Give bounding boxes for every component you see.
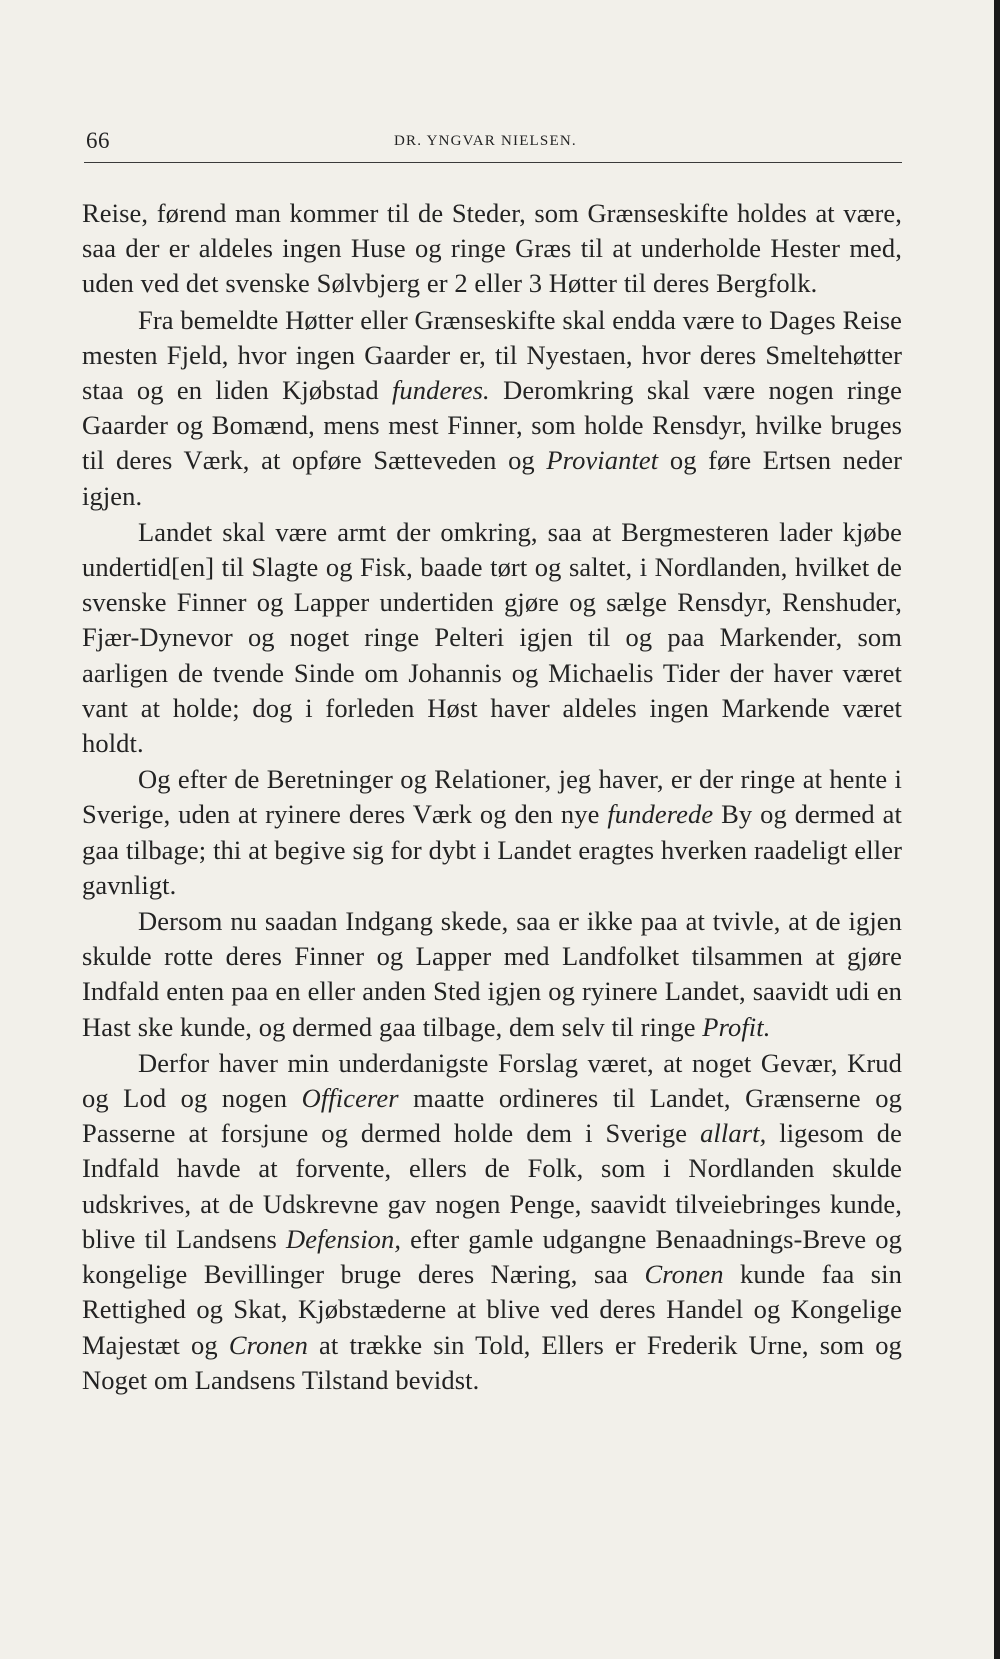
- body-text: [82, 196, 902, 1399]
- text-run: og føre Ertsen neder igjen.: [82, 445, 903, 511]
- text-run: Deromkring skal være nogen ringe Gaarder og Bomænd, mens mest Finner, som holde Rensdyr, hvilke bruges til deres Værk, at opføre Sætteveden og: [82, 375, 902, 476]
- text-run: Derfor haver min underdanigste Forslag været, at noget Gevær, Krud og Lod og nogen: [82, 1047, 902, 1114]
- italic-term: Cronen: [228, 1329, 308, 1360]
- text-run: maatte ordineres til Landet, Grænserne og Passerne at forsjune og dermed holde dem i Sverige: [82, 1083, 902, 1149]
- paragraph: [82, 762, 902, 903]
- italic-term: Defension,: [286, 1223, 402, 1254]
- italic-term: Cronen: [644, 1259, 724, 1290]
- paragraph: [82, 515, 902, 761]
- paragraph: [82, 1046, 902, 1398]
- paragraph: [82, 196, 902, 302]
- italic-term: Officerer: [301, 1083, 399, 1114]
- text-run: efter gamle udgangne Benaadnings-Breve og kongelige Bevillinger bruge deres Næring, saa: [82, 1223, 902, 1290]
- italic-term: allart,: [700, 1118, 767, 1149]
- page-edge-shadow: [994, 0, 1000, 1659]
- italic-term: Profit.: [702, 1011, 771, 1042]
- text-run: Dersom nu saadan Indgang skede, saa er ikke paa at tvivle, at de igjen skulde rotte deres Finner og Lapper med Landfolket tilsammen at gjøre Indfald enten paa en eller anden Sted igjen og ryinere Landet, saavidt udi en Hast ske kunde, og dermed gaa tilbage, dem selv til ringe: [82, 906, 902, 1042]
- text-run: Og efter de Beretninger og Relationer, jeg haver, er der ringe at hente i Sverige, uden at ryinere deres Værk og den nye: [82, 764, 902, 830]
- text-run: Fra bemeldte Høtter eller Grænseskifte skal endda være to Dages Reise mesten Fjeld, hvor ingen Gaarder er, til Nyestaen, hvor deres Smeltehøtter staa og en liden Kjøbstad: [82, 304, 902, 406]
- page-number: 66: [86, 128, 110, 153]
- text-run: at trække sin Told, Ellers er Frederik Urne, som og Noget om Landsens Tilstand bevidst.: [82, 1329, 902, 1395]
- text-run: kunde faa sin Rettighed og Skat, Kjøbstæderne at blive ved deres Handel og Kongelige Majestæt og: [82, 1259, 902, 1360]
- text-run: ligesom de Indfald havde at forvente, ellers de Folk, som i Nordlanden skulde udskrives, at de Udskrevne gav nogen Penge, saavidt tilveiebringes kunde, blive til Landsens: [82, 1118, 902, 1254]
- text-run: By og dermed at gaa tilbage; thi at begive sig for dybt i Landet eragtes hverken raadeligt eller gavnligt.: [82, 799, 902, 900]
- paragraph: [82, 303, 902, 514]
- italic-term: funderes.: [391, 375, 490, 406]
- italic-term: funderede: [607, 799, 714, 830]
- running-head: DR. YNGVAR NIELSEN.: [394, 133, 577, 149]
- page-header: [84, 128, 902, 163]
- text-run: Landet skal være armt der omkring, saa at Bergmesteren lader kjøbe undertid[en] til Slagte og Fisk, baade tørt og saltet, i Nordlanden, hvilket de svenske Finner og Lapper undertiden gjøre og sælge Rensdyr, Renshuder, Fjær-Dynevor og noget ringe Pelteri igjen til og paa Markender, som aarligen de tvende Sinde om Johannis og Michaelis Tider der haver været vant at holde; dog i forleden Høst haver aldeles ingen Markende været holdt.: [82, 516, 902, 759]
- text-run: Reise, førend man kommer til de Steder, som Grænseskifte holdes at være, saa der er aldeles ingen Huse og ringe Græs til at underholde Hester med, uden ved det svenske Sølvbjerg er 2 eller 3 Høtter til deres Bergfolk.: [82, 198, 902, 299]
- italic-term: Proviantet: [546, 445, 659, 476]
- paragraph: [82, 904, 902, 1045]
